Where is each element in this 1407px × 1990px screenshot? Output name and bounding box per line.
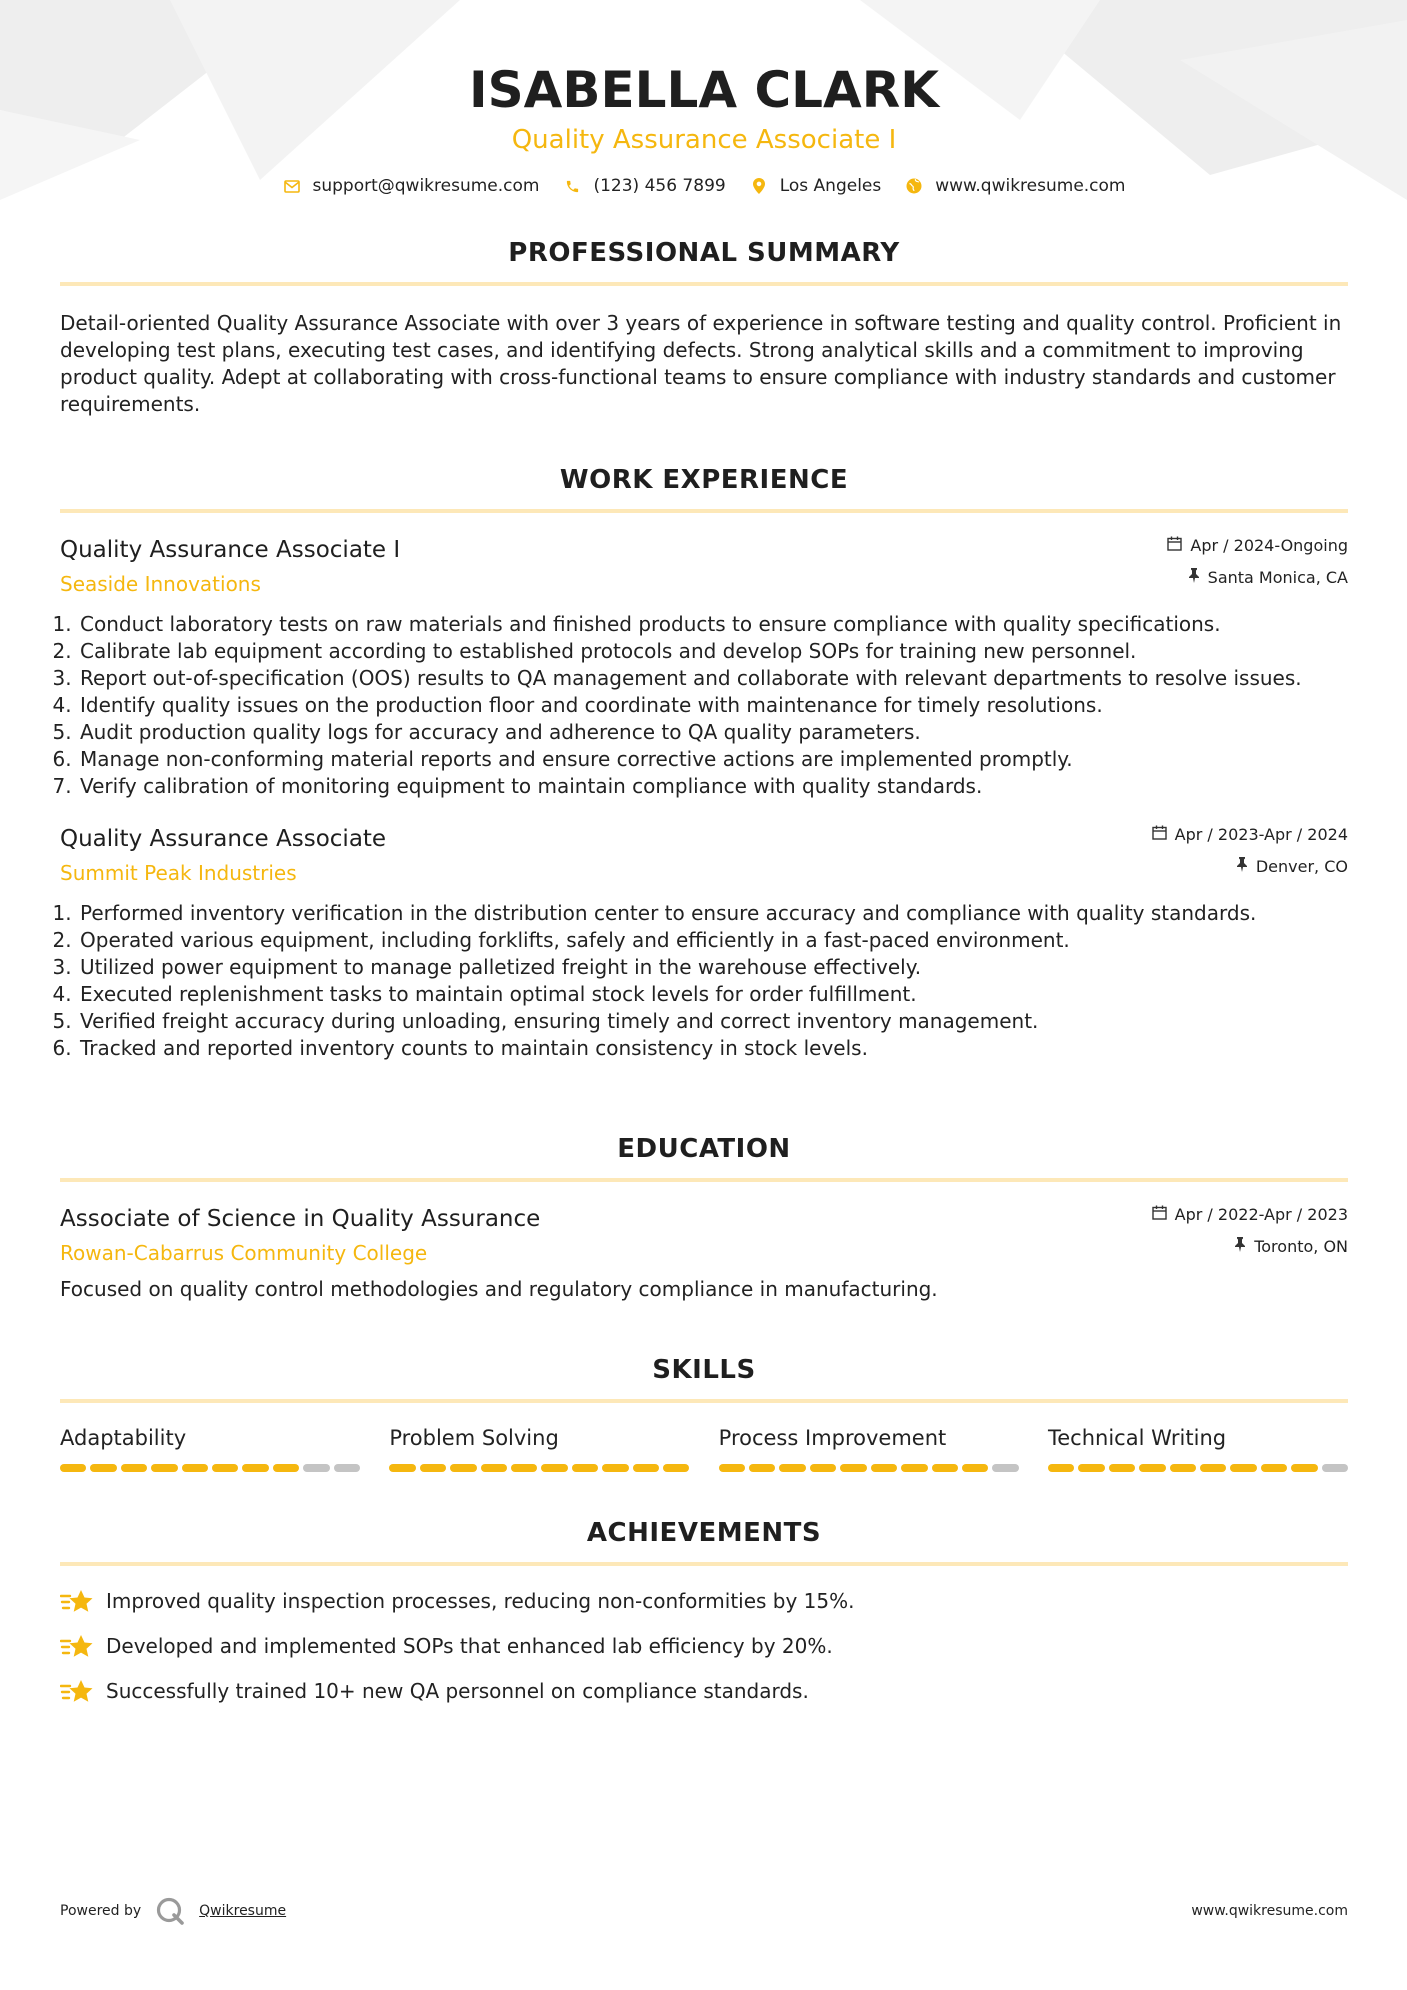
list-item: 2. Operated various equipment, including forklifts, safely and efficiently in a fast-paced environment. xyxy=(78,927,1348,954)
section-title-summary: PROFESSIONAL SUMMARY xyxy=(508,238,900,268)
job-title: Quality Assurance Associate xyxy=(60,826,387,852)
skill-level-segment xyxy=(992,1464,1018,1472)
job-responsibilities xyxy=(60,611,1348,800)
skill-level-segment xyxy=(840,1464,866,1472)
skill-level-segment xyxy=(1200,1464,1226,1472)
skill-level-segment xyxy=(511,1464,537,1472)
company-name: Summit Peak Industries xyxy=(60,861,297,885)
skill-level-segment xyxy=(719,1464,745,1472)
skill-level-segment xyxy=(602,1464,628,1472)
experience-section xyxy=(60,463,1348,1062)
contact-website[interactable] xyxy=(905,176,1125,196)
achievements-section xyxy=(60,1516,1348,1705)
education-section xyxy=(60,1132,1348,1303)
job-dates-text: Apr / 2023-Apr / 2024 xyxy=(1174,825,1348,844)
job-title: Quality Assurance Associate I xyxy=(60,537,401,563)
skill-level-segment xyxy=(1139,1464,1165,1472)
skill-item xyxy=(389,1425,689,1472)
calendar-icon xyxy=(1152,1204,1167,1226)
achievements-list xyxy=(60,1588,1348,1705)
qwikresume-logo-icon xyxy=(155,1896,185,1926)
skill-level-segment xyxy=(450,1464,476,1472)
powered-by xyxy=(60,1896,286,1926)
list-item: 6. Manage non-conforming material reports and ensure corrective actions are implemented promptly. xyxy=(78,746,1348,773)
location-text: Los Angeles xyxy=(779,176,882,196)
candidate-name: ISABELLA CLARK xyxy=(469,61,939,119)
skill-level-bar xyxy=(1048,1464,1348,1472)
powered-by-label: Powered by xyxy=(60,1903,142,1919)
skill-level-segment xyxy=(389,1464,415,1472)
skill-level-bar xyxy=(60,1464,360,1472)
map-pin-icon xyxy=(750,177,768,195)
skill-level-segment xyxy=(1230,1464,1256,1472)
skill-name: Process Improvement xyxy=(718,1426,947,1450)
calendar-icon xyxy=(1167,535,1182,557)
job-entry xyxy=(60,824,1348,1062)
education-location-text: Toronto, ON xyxy=(1254,1237,1348,1256)
skill-level-segment xyxy=(779,1464,805,1472)
skill-level-segment xyxy=(871,1464,897,1472)
skill-level-segment xyxy=(1322,1464,1348,1472)
skill-level-segment xyxy=(273,1464,299,1472)
job-dates xyxy=(1167,535,1348,557)
job-dates xyxy=(1152,824,1348,846)
resume-header xyxy=(60,0,1348,196)
skill-level-bar xyxy=(389,1464,689,1472)
skill-name: Adaptability xyxy=(60,1426,187,1450)
website-text: www.qwikresume.com xyxy=(935,176,1126,196)
skill-level-segment xyxy=(182,1464,208,1472)
summary-text: Detail-oriented Quality Assurance Associate with over 3 years of experience in software testing and quality control. Proficient in developing test plans, executing test cases, and identifying defects. Strong analytical skills and a commitment to improving product quality. Adept at collaborating with cross-functional teams to ensure compliance with industry standards and customer requirements. xyxy=(60,311,1342,416)
phone-icon xyxy=(563,177,581,195)
education-entry xyxy=(60,1204,1348,1303)
skill-level-segment xyxy=(1078,1464,1104,1472)
skill-level-segment xyxy=(60,1464,86,1472)
section-divider xyxy=(60,282,1348,286)
education-dates-text: Apr / 2022-Apr / 2023 xyxy=(1174,1205,1348,1224)
section-title-experience: WORK EXPERIENCE xyxy=(559,465,849,495)
skill-level-segment xyxy=(1291,1464,1317,1472)
skill-level-segment xyxy=(1170,1464,1196,1472)
skills-section xyxy=(60,1353,1348,1472)
school-name: Rowan-Cabarrus Community College xyxy=(60,1241,428,1265)
contact-email[interactable] xyxy=(283,176,540,196)
skill-level-bar xyxy=(719,1464,1019,1472)
skill-level-segment xyxy=(1261,1464,1287,1472)
job-dates-text: Apr / 2024-Ongoing xyxy=(1190,536,1348,555)
skill-level-segment xyxy=(810,1464,836,1472)
degree-name: Associate of Science in Quality Assurance xyxy=(60,1206,541,1232)
job-location xyxy=(1167,567,1348,589)
skill-item xyxy=(719,1425,1019,1472)
globe-icon xyxy=(905,177,923,195)
job-location-text: Santa Monica, CA xyxy=(1207,568,1348,587)
candidate-role: Quality Assurance Associate I xyxy=(511,125,897,155)
list-item: 2. Calibrate lab equipment according to established protocols and develop SOPs for training new personnel. xyxy=(78,638,1348,665)
skill-level-segment xyxy=(1048,1464,1074,1472)
education-dates xyxy=(1152,1204,1348,1226)
email-text: support@qwikresume.com xyxy=(312,176,540,196)
skill-level-segment xyxy=(572,1464,598,1472)
page-footer xyxy=(60,1896,1348,1926)
brand-link[interactable]: Qwikresume xyxy=(199,1903,287,1919)
skill-level-segment xyxy=(303,1464,329,1472)
contact-phone[interactable] xyxy=(563,176,725,196)
section-divider xyxy=(60,509,1348,513)
skill-level-segment xyxy=(212,1464,238,1472)
star-icon xyxy=(60,1678,94,1706)
job-location-text: Denver, CO xyxy=(1255,857,1348,876)
pushpin-icon xyxy=(1236,856,1248,878)
section-title-education: EDUCATION xyxy=(617,1134,791,1164)
skill-level-segment xyxy=(151,1464,177,1472)
skill-name: Problem Solving xyxy=(389,1426,559,1450)
list-item: 3. Utilized power equipment to manage palletized freight in the warehouse effectively. xyxy=(78,954,1348,981)
skill-level-segment xyxy=(663,1464,689,1472)
job-location xyxy=(1152,856,1348,878)
phone-text: (123) 456 7899 xyxy=(593,176,726,196)
achievement-item xyxy=(60,1633,1348,1660)
list-item: 1. Performed inventory verification in the distribution center to ensure accuracy and compliance with quality standards. xyxy=(78,900,1348,927)
education-location xyxy=(1152,1236,1348,1258)
contact-location xyxy=(750,176,882,196)
achievement-text: Developed and implemented SOPs that enhanced lab efficiency by 20%. xyxy=(106,1634,833,1658)
skill-level-segment xyxy=(749,1464,775,1472)
list-item: 1. Conduct laboratory tests on raw materials and finished products to ensure compliance with quality specifications. xyxy=(78,611,1348,638)
skill-level-segment xyxy=(242,1464,268,1472)
pushpin-icon xyxy=(1188,567,1200,589)
achievement-item xyxy=(60,1588,1348,1615)
calendar-icon xyxy=(1152,824,1167,846)
pushpin-icon xyxy=(1234,1236,1246,1258)
company-name: Seaside Innovations xyxy=(60,572,261,596)
star-icon xyxy=(60,1633,94,1661)
skill-level-segment xyxy=(633,1464,659,1472)
section-title-achievements: ACHIEVEMENTS xyxy=(586,1518,822,1548)
resume-page xyxy=(60,0,1348,1705)
section-divider xyxy=(60,1178,1348,1182)
skill-level-segment xyxy=(121,1464,147,1472)
skill-name: Technical Writing xyxy=(1047,1426,1227,1450)
skill-level-segment xyxy=(932,1464,958,1472)
skill-level-segment xyxy=(481,1464,507,1472)
job-entry xyxy=(60,535,1348,800)
achievement-text: Successfully trained 10+ new QA personnel on compliance standards. xyxy=(106,1679,809,1703)
achievement-text: Improved quality inspection processes, reducing non-conformities by 15%. xyxy=(106,1589,855,1613)
star-icon xyxy=(60,1588,94,1616)
skills-grid xyxy=(60,1425,1348,1472)
contact-bar xyxy=(60,176,1348,196)
section-title-skills: SKILLS xyxy=(652,1355,756,1385)
summary-section xyxy=(60,236,1348,418)
section-divider xyxy=(60,1399,1348,1403)
skill-level-segment xyxy=(90,1464,116,1472)
list-item: 6. Tracked and reported inventory counts to maintain consistency in stock levels. xyxy=(78,1035,1348,1062)
section-divider xyxy=(60,1562,1348,1566)
skill-level-segment xyxy=(334,1464,360,1472)
list-item: 4. Executed replenishment tasks to maintain optimal stock levels for order fulfillment. xyxy=(78,981,1348,1008)
job-responsibilities xyxy=(60,900,1348,1062)
list-item: 7. Verify calibration of monitoring equipment to maintain compliance with quality standards. xyxy=(78,773,1348,800)
education-description: Focused on quality control methodologies and regulatory compliance in manufacturing. xyxy=(60,1277,938,1301)
skill-level-segment xyxy=(1109,1464,1135,1472)
footer-website[interactable]: www.qwikresume.com xyxy=(1191,1903,1348,1919)
skill-level-segment xyxy=(901,1464,927,1472)
skill-item xyxy=(1048,1425,1348,1472)
list-item: 5. Audit production quality logs for accuracy and adherence to QA quality parameters. xyxy=(78,719,1348,746)
skill-level-segment xyxy=(962,1464,988,1472)
list-item: 4. Identify quality issues on the production floor and coordinate with maintenance for timely resolutions. xyxy=(78,692,1348,719)
achievement-item xyxy=(60,1678,1348,1705)
envelope-icon xyxy=(283,177,301,195)
list-item: 5. Verified freight accuracy during unloading, ensuring timely and correct inventory management. xyxy=(78,1008,1348,1035)
skill-item xyxy=(60,1425,360,1472)
skill-level-segment xyxy=(420,1464,446,1472)
skill-level-segment xyxy=(541,1464,567,1472)
list-item: 3. Report out-of-specification (OOS) results to QA management and collaborate with relevant departments to resolve issues. xyxy=(78,665,1348,692)
